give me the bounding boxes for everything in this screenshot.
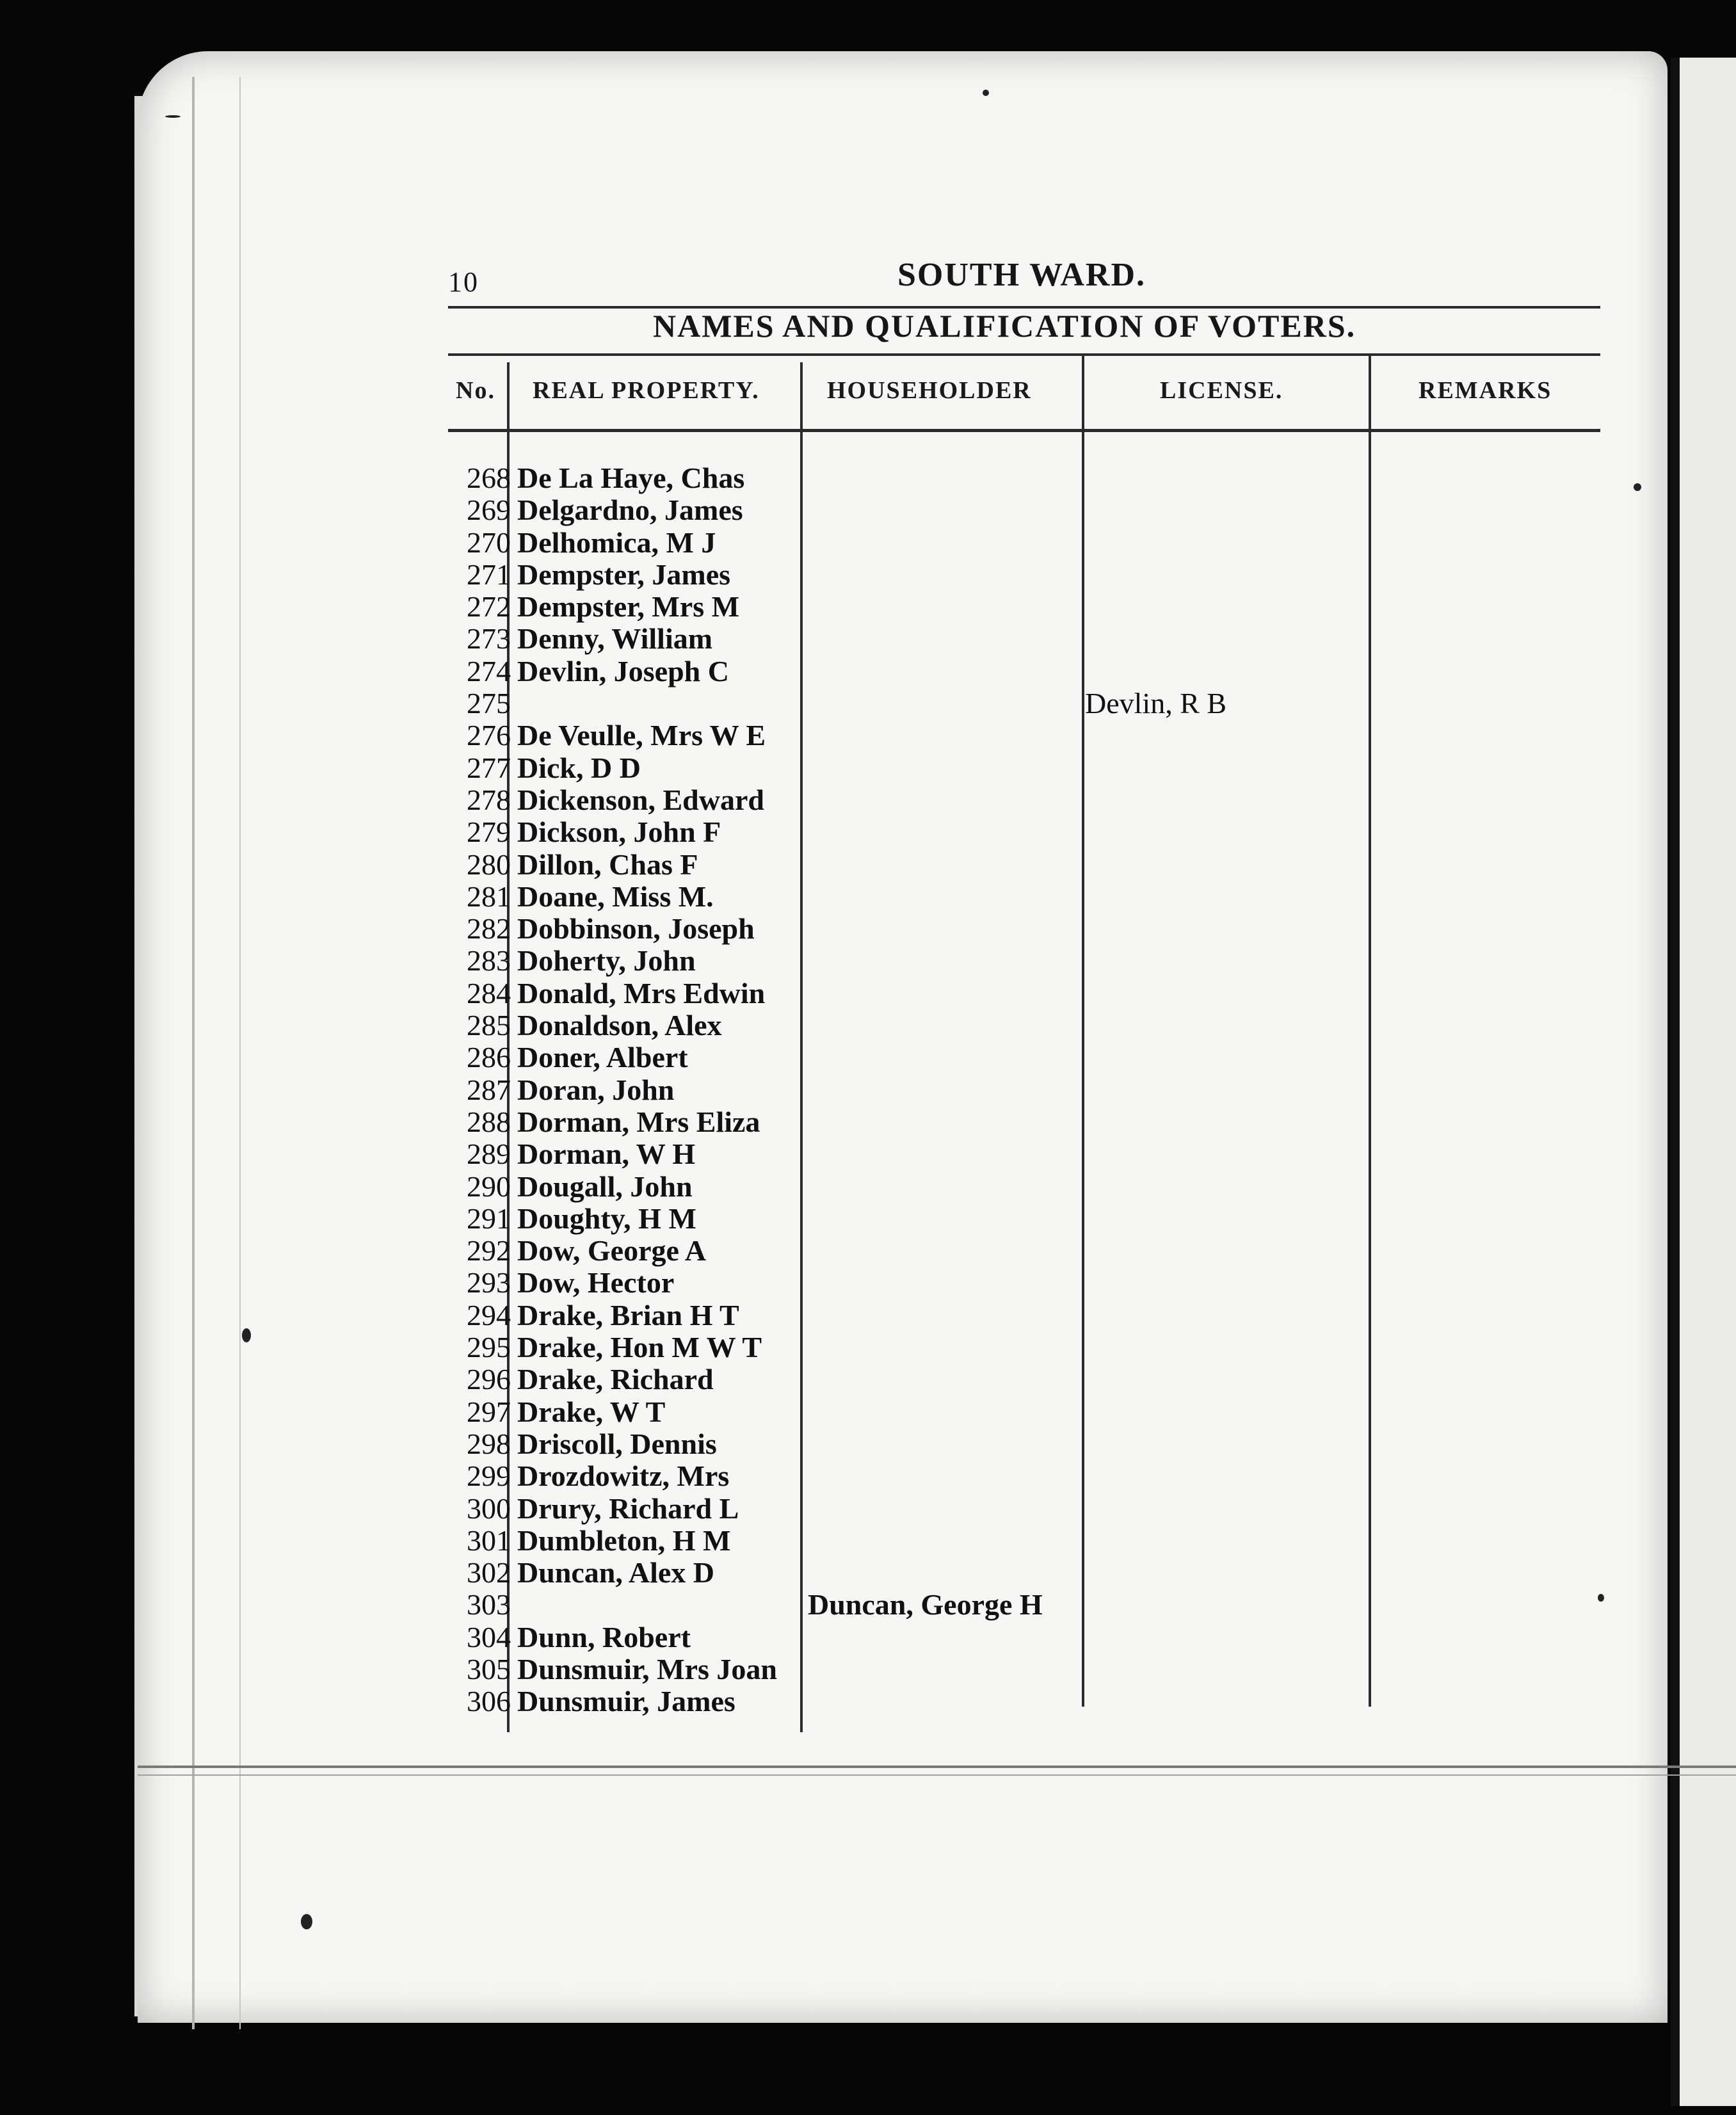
speck	[242, 1328, 251, 1342]
table-row	[448, 1363, 1600, 1395]
table-row	[448, 784, 1600, 816]
real-property-name: De Veulle, Mrs W E	[517, 719, 766, 752]
voter-number: 275	[467, 687, 511, 720]
table-row	[448, 1009, 1600, 1041]
voter-number: 291	[467, 1202, 511, 1235]
real-property-name: Dobbinson, Joseph	[517, 912, 755, 945]
real-property-name: Dick, D D	[517, 751, 641, 784]
voter-number: 271	[467, 558, 511, 591]
voter-number: 274	[467, 654, 511, 688]
table-row	[448, 1653, 1600, 1685]
facing-page-edge	[1680, 58, 1736, 2106]
real-property-name: Doner, Albert	[517, 1041, 688, 1074]
real-property-name: Dempster, Mrs M	[517, 590, 740, 623]
header-top-rule	[448, 353, 1600, 356]
table-row	[448, 1106, 1600, 1138]
table-row	[448, 591, 1600, 623]
real-property-name: Dorman, Mrs Eliza	[517, 1105, 760, 1138]
voter-number: 268	[467, 462, 511, 494]
voter-number: 296	[467, 1363, 511, 1396]
table-row	[448, 559, 1600, 591]
column-header-no: No.	[456, 377, 495, 404]
real-property-name: Devlin, Joseph C	[517, 654, 729, 688]
voter-number: 284	[467, 976, 511, 1009]
table-row	[448, 494, 1600, 526]
table-row	[448, 1460, 1600, 1492]
header-bottom-rule	[448, 429, 1600, 432]
voter-number: 303	[467, 1588, 511, 1621]
section-title: NAMES AND QUALIFICATION OF VOTERS.	[653, 308, 1356, 344]
real-property-name: Duncan, Alex D	[517, 1556, 714, 1589]
table-row	[448, 720, 1600, 752]
book-binding	[1671, 58, 1680, 2106]
real-property-name: Dunsmuir, James	[517, 1685, 735, 1718]
table-row	[448, 462, 1600, 494]
voter-number: 281	[467, 880, 511, 913]
real-property-name: Dow, George A	[517, 1234, 707, 1267]
voter-number: 300	[467, 1492, 511, 1525]
voter-number: 290	[467, 1170, 511, 1203]
voter-number: 293	[467, 1266, 511, 1299]
real-property-name: Dempster, James	[517, 558, 731, 591]
table-row	[448, 1299, 1600, 1331]
voter-number: 301	[467, 1524, 511, 1557]
real-property-name: Dorman, W H	[517, 1138, 696, 1171]
voter-number: 288	[467, 1105, 511, 1138]
voter-number: 282	[467, 912, 511, 945]
voter-number: 306	[467, 1685, 511, 1718]
householder-name: Duncan, George H	[808, 1588, 1043, 1621]
speck	[983, 90, 989, 96]
real-property-name: Drake, W T	[517, 1395, 666, 1428]
speck	[1634, 483, 1641, 491]
ward-title: SOUTH WARD.	[897, 257, 1146, 293]
voter-number: 283	[467, 944, 511, 977]
speck	[1598, 1594, 1604, 1602]
table-row	[448, 1171, 1600, 1203]
real-property-name: Doherty, John	[517, 944, 696, 977]
voter-number: 277	[467, 751, 511, 784]
voter-number: 273	[467, 622, 511, 655]
real-property-name: Donald, Mrs Edwin	[517, 976, 766, 1009]
voter-number: 287	[467, 1073, 511, 1106]
voter-number: 270	[467, 526, 511, 559]
table-row	[448, 1589, 1600, 1621]
voter-number: 302	[467, 1556, 511, 1589]
voter-number: 269	[467, 494, 511, 527]
real-property-name: Denny, William	[517, 622, 713, 655]
real-property-name: Dumbleton, H M	[517, 1524, 731, 1557]
real-property-name: De La Haye, Chas	[517, 462, 745, 494]
voter-number: 279	[467, 816, 511, 849]
page-number: 10	[448, 266, 479, 298]
real-property-name: Dunsmuir, Mrs Joan	[517, 1652, 777, 1685]
voter-number: 294	[467, 1298, 511, 1331]
real-property-name: Dickson, John F	[517, 816, 721, 849]
voter-number: 280	[467, 848, 511, 881]
voter-number: 289	[467, 1138, 511, 1171]
page-bottom-rule-secondary	[138, 1774, 1736, 1776]
column-header-remarks: REMARKS	[1419, 377, 1552, 404]
real-property-name: Driscoll, Dennis	[517, 1427, 717, 1460]
voter-number: 297	[467, 1395, 511, 1428]
table-row	[448, 1493, 1600, 1525]
voter-number: 285	[467, 1009, 511, 1042]
table-row	[448, 527, 1600, 559]
voter-number: 272	[467, 590, 511, 623]
license-name: Devlin, R B	[1085, 687, 1227, 720]
real-property-name: Drake, Richard	[517, 1363, 714, 1396]
voter-number: 305	[467, 1652, 511, 1685]
table-row	[448, 1203, 1600, 1235]
table-row	[448, 1525, 1600, 1557]
table-row	[448, 1685, 1600, 1717]
voter-number: 299	[467, 1460, 511, 1493]
table-row	[448, 849, 1600, 881]
real-property-name: Donaldson, Alex	[517, 1009, 722, 1042]
voter-number: 278	[467, 783, 511, 816]
table-row	[448, 752, 1600, 784]
column-header-license: LICENSE.	[1160, 377, 1283, 404]
real-property-name: Dow, Hector	[517, 1266, 675, 1299]
table-row	[448, 1235, 1600, 1267]
voter-number: 292	[467, 1234, 511, 1267]
table-row	[448, 881, 1600, 913]
voter-number: 295	[467, 1331, 511, 1364]
real-property-name: Doughty, H M	[517, 1202, 696, 1235]
table-row	[448, 1396, 1600, 1428]
voter-number: 276	[467, 719, 511, 752]
table-row	[448, 655, 1600, 688]
table-row	[448, 688, 1600, 720]
table-row	[448, 1331, 1600, 1363]
voter-list	[448, 462, 1600, 1718]
real-property-name: Doane, Miss M.	[517, 880, 714, 913]
column-header-householder: HOUSEHOLDER	[827, 377, 1032, 404]
table-row	[448, 945, 1600, 977]
table-row	[448, 1428, 1600, 1460]
page-bottom-rule	[138, 1765, 1736, 1768]
table-row	[448, 623, 1600, 655]
table-row	[448, 977, 1600, 1009]
table-row	[448, 1041, 1600, 1074]
table-row	[448, 1557, 1600, 1589]
real-property-name: Drake, Hon M W T	[517, 1331, 762, 1364]
voter-number: 298	[467, 1427, 511, 1460]
real-property-name: Delgardno, James	[517, 494, 743, 527]
real-property-name: Dougall, John	[517, 1170, 693, 1203]
table-row	[448, 1621, 1600, 1653]
voter-number: 304	[467, 1620, 511, 1653]
real-property-name: Drozdowitz, Mrs	[517, 1460, 730, 1493]
table-row	[448, 913, 1600, 945]
speck	[165, 115, 181, 118]
real-property-name: Drake, Brian H T	[517, 1298, 739, 1331]
speck	[301, 1914, 312, 1929]
table-row	[448, 816, 1600, 848]
real-property-name: Drury, Richard L	[517, 1492, 739, 1525]
real-property-name: Delhomica, M J	[517, 526, 716, 559]
real-property-name: Dunn, Robert	[517, 1620, 691, 1653]
table-row	[448, 1138, 1600, 1170]
voter-number: 286	[467, 1041, 511, 1074]
table-row	[448, 1267, 1600, 1299]
column-header-real-property: REAL PROPERTY.	[533, 377, 760, 404]
real-property-name: Doran, John	[517, 1073, 675, 1106]
real-property-name: Dillon, Chas F	[517, 848, 698, 881]
table-row	[448, 1074, 1600, 1106]
real-property-name: Dickenson, Edward	[517, 783, 764, 816]
page-stack-edge	[192, 77, 241, 2029]
